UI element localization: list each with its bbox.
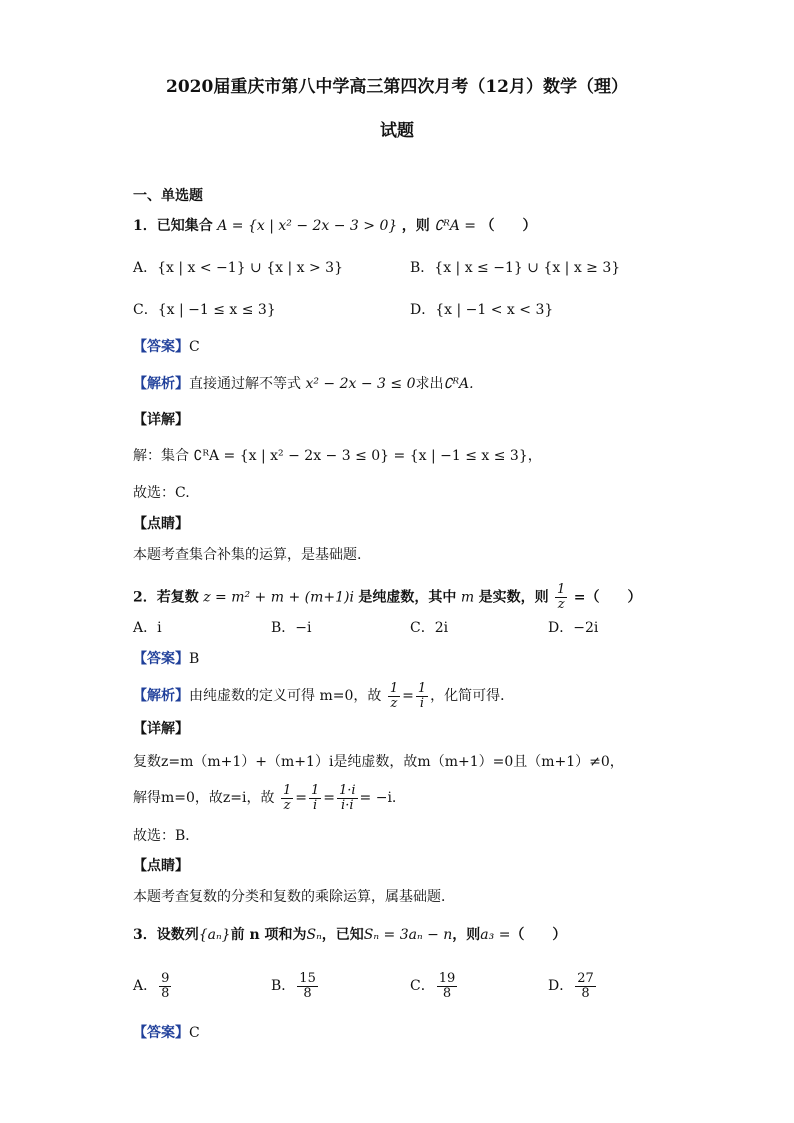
option-label: C． <box>410 978 435 994</box>
answer-label: 【答案】 <box>133 339 189 355</box>
fraction-denominator: z <box>557 597 565 612</box>
comment-label: 【点睛】 <box>133 516 189 532</box>
q3-stem-mid3: ，则 <box>452 927 481 943</box>
q3-stem-math2: Sₙ <box>306 927 322 943</box>
q3-option-a <box>133 968 173 1004</box>
fraction-denominator: z <box>390 695 398 711</box>
fraction-numerator: 19 <box>438 970 456 986</box>
q1-option-d: D．{x | −1 < x < 3} <box>410 302 554 318</box>
q3-stem-math3: Sₙ = 3aₙ − n <box>363 927 453 943</box>
q3-option-b-fraction <box>297 972 318 1001</box>
q2-stem-mid2: 是实数，则 <box>478 589 549 606</box>
answer-label: 【答案】 <box>133 651 189 667</box>
q2-stem-fraction <box>555 583 567 612</box>
detail-label: 【详解】 <box>133 721 189 737</box>
q2-detail-heading <box>133 719 189 739</box>
fraction-denominator: 8 <box>303 985 312 1001</box>
q1-detail-line2: 故选：C. <box>133 485 190 501</box>
q1-answer-value: C <box>189 339 200 355</box>
q1-stem-pre: 1．已知集合 <box>133 218 213 234</box>
option-label: D． <box>548 978 574 994</box>
q1-detail-line1: 解：集合 ∁ᴿA = {x | x² − 2x − 3 ≤ 0} = {x | −1 ≤ x ≤ 3}， <box>133 448 542 464</box>
detail-label: 【详解】 <box>133 412 189 428</box>
option-label: B． <box>271 978 296 994</box>
option-label: A． <box>133 978 158 994</box>
q1-analysis-pre: 直接通过解不等式 <box>189 376 301 392</box>
fraction-numerator: 1 <box>310 782 320 798</box>
q2-detail-post: = −i. <box>359 790 397 806</box>
q1-stem <box>133 216 537 236</box>
q2-answer-value: B <box>189 651 200 667</box>
q3-option-d-fraction <box>575 972 596 1001</box>
fraction-numerator: 1 <box>389 680 399 696</box>
q2-option-a: A．i <box>133 620 162 636</box>
section-heading: 一、单选题 <box>133 188 203 204</box>
q3-option-a-fraction <box>159 972 171 1001</box>
fraction-denominator: z <box>283 797 291 813</box>
q1-answer <box>133 337 200 357</box>
fraction-1-over-i <box>309 784 321 813</box>
fraction-numerator: 9 <box>161 970 170 986</box>
q2-stem-pre: 2．若复数 <box>133 589 199 606</box>
q1-option-a: A．{x | x < −1} ∪ {x | x > 3} <box>133 260 343 276</box>
fraction-numerator: 15 <box>299 970 316 986</box>
q2-option-d: D．−2i <box>548 620 599 636</box>
q1-comment-heading <box>133 514 189 534</box>
q2-detail-pre: 解得m=0，故z=i，故 <box>133 790 275 806</box>
q2-option-b: B．−i <box>271 620 312 636</box>
q1-stem-math2: ∁ᴿA = <box>434 218 477 234</box>
q1-stem-post: （ ） <box>480 218 537 234</box>
q1-analysis-mid: 求出 <box>415 376 444 392</box>
fraction-numerator: 1 <box>417 680 427 696</box>
fraction-denominator: i <box>419 695 425 711</box>
q2-analysis: 【解析】由纯虚数的定义可得 m=0，故 $\frac{1}{z}$ = $\frac{1}{i}$ ，化简可得． <box>133 680 515 711</box>
q2-analysis-pre: 由纯虚数的定义可得 m=0，故 <box>189 688 382 704</box>
q3-option-c-fraction <box>437 972 458 1001</box>
fraction-1-over-z <box>388 682 400 711</box>
q2-comment: 本题考查复数的分类和复数的乘除运算，属基础题． <box>133 889 455 905</box>
q3-option-b <box>271 968 320 1004</box>
q2-analysis-post: ，化简可得． <box>430 688 515 704</box>
q3-stem <box>133 925 566 945</box>
fraction-numerator: 1 <box>282 782 292 798</box>
q3-stem-mid: 前 n 项和为 <box>230 927 307 943</box>
q2-detail-line1: 复数z=m（m+1）+（m+1）i是纯虚数，故m（m+1）=0且（m+1）≠0， <box>133 754 624 770</box>
q3-stem-math4: a₃ = <box>480 927 511 943</box>
fraction-denominator: 8 <box>581 985 590 1001</box>
fraction-i-over-ii <box>337 784 358 813</box>
page-title: 2020届重庆市第八中学高三第四次月考（12月）数学（理） <box>166 77 628 97</box>
q3-answer <box>133 1023 200 1043</box>
q1-option-c: C．{x | −1 ≤ x ≤ 3} <box>133 302 276 318</box>
fraction-1-over-i <box>416 682 428 711</box>
q1-detail-heading <box>133 410 189 430</box>
fraction-denominator: i <box>313 797 318 813</box>
q2-stem-math: z = m² + m + (m+1)i <box>203 589 354 606</box>
q3-option-d <box>548 968 598 1004</box>
q3-stem-mid2: ，已知 <box>321 927 364 943</box>
q2-detail-line2: 解得m=0，故z=i，故 $\frac{1}{z}$ = $\frac{1}{i}$ = $\frac{1\cdot i}{i\cdot i}$ = −i. <box>133 782 397 813</box>
analysis-label: 【解析】 <box>133 376 189 392</box>
q3-stem-post: （ ） <box>510 927 567 943</box>
fraction-denominator: 8 <box>161 985 170 1001</box>
q3-stem-math: {aₙ} <box>198 927 231 943</box>
analysis-label: 【解析】 <box>133 688 189 704</box>
answer-label: 【答案】 <box>133 1025 189 1041</box>
q1-analysis <box>133 374 474 394</box>
q2-stem-post: =（ ） <box>573 589 642 606</box>
q2-answer <box>133 649 199 669</box>
q1-stem-math: A = {x | x² − 2x − 3 > 0} <box>217 218 398 234</box>
q1-comment: 本题考查集合补集的运算，是基础题. <box>133 547 362 563</box>
q2-stem-m: m <box>460 589 475 606</box>
comment-label: 【点睛】 <box>133 858 189 874</box>
q2-comment-heading <box>133 856 189 876</box>
fraction-numerator: 1 <box>557 582 566 597</box>
q1-analysis-math: x² − 2x − 3 ≤ 0 <box>305 376 416 392</box>
fraction-denominator: i·i <box>341 797 354 813</box>
fraction-numerator: 27 <box>577 970 594 986</box>
q2-detail-line3: 故选：B． <box>133 828 200 844</box>
q2-stem-mid: 是纯虚数，其中 <box>358 589 457 606</box>
q2-option-c: C．2i <box>410 620 449 636</box>
page-subtitle: 试题 <box>380 121 414 141</box>
q2-stem <box>133 583 642 612</box>
fraction-1-over-z <box>281 784 293 813</box>
q1-analysis-math2: ∁ᴿA. <box>443 376 474 392</box>
q3-answer-value: C <box>189 1025 200 1041</box>
fraction-denominator: 8 <box>442 985 452 1001</box>
q3-option-c <box>410 968 459 1004</box>
fraction-numerator: 1·i <box>338 782 356 798</box>
q1-option-b: B．{x | x ≤ −1} ∪ {x | x ≥ 3} <box>410 260 621 276</box>
q1-stem-mid: ，则 <box>401 218 430 234</box>
q3-stem-pre: 3．设数列 <box>133 927 199 943</box>
